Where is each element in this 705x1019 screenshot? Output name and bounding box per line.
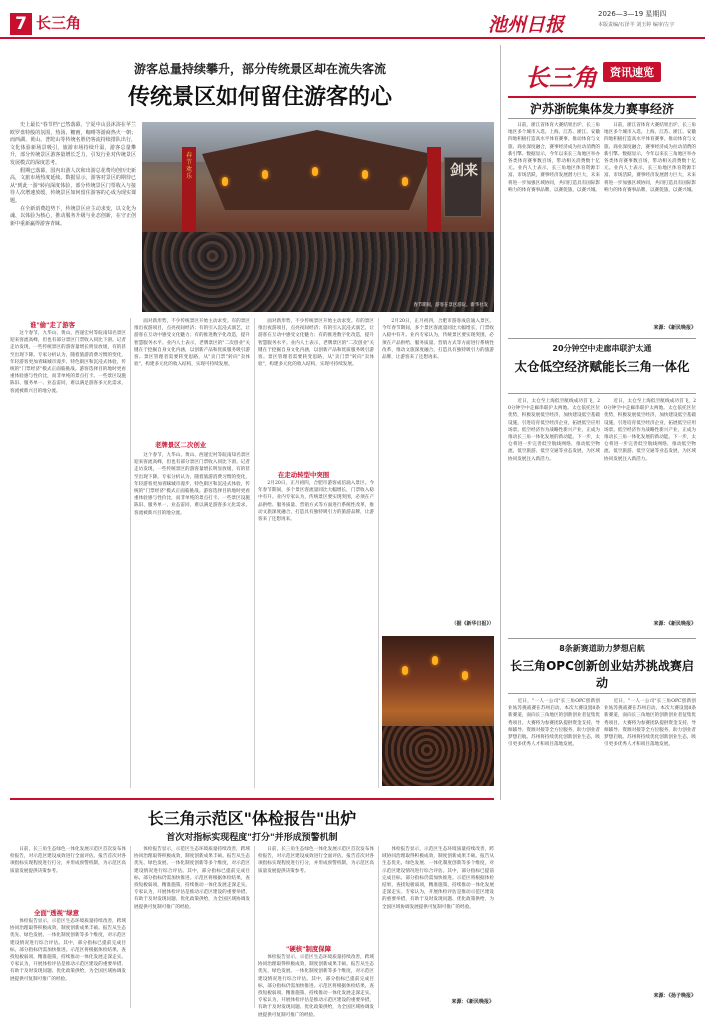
side-article-2-title-line: 太仓低空经济赋能长三角一体化 (514, 359, 690, 374)
bottom-column-3b: 体检报告显示，示范区生态环境质量持续改善，跨域协同治理取得积极成效，制度创新成果丰硕。报告从生态优先、绿色发展、一体化制度创新等多个维度，对示范区建设情况进行综合评估。其中，部分指标已提前完成目标，部分指标仍需加快推进。示范区将根据体检结果，查找短板弱项，精准施策，持续推动一体化发展走深走实。专家认为，开展体检评估是推动示范区建设的重要举措，有助于及时发现问题、优化政策供给，为全国区域协调发展提供可复制可推广的经验。 (258, 955, 374, 1018)
editor-credits: 本版责编/石泽羊 刘玉婷 编审/左宇 (598, 22, 675, 28)
page-number: 7 (10, 13, 32, 35)
side-article-3-body-b: 近日，"一人一公司"长三角OPC创新创业姑苏挑战赛在苏州启动。本次大赛设置8条新赛道，面向长三角地区的创新创业者征集优秀项目。大赛将为参赛团队提供资金支持、导师辅导、资源对接等全方位服务，助力创业者梦想启航。苏州将持续优化创新创业生态，吸引更多优秀人才和项目落地发展。 (604, 699, 696, 748)
side-article-1-body-a: 日前，浙江省体育大赛结果出炉，长三角地区多个城市入选。上海、江苏、浙江、安徽四地积极打造高水平体育赛事，推动体育与文旅、商业深度融合，赛事经济成为拉动消费的新引擎。数据显示，今年以来长三角地区举办各类体育赛事数百场，带动相关消费数十亿元。业内人士表示，长三角地区体育资源丰富、市场活跃，赛事经济发展潜力巨大，未来将进一步加强区域协同，共同打造具有国际影响力的体育赛事品牌，以赛促旅、以赛兴城。 (508, 123, 600, 193)
side-article-3-body-a: 近日，"一人一公司"长三角OPC创新创业姑苏挑战赛在苏州启动。本次大赛设置8条新赛道，面向长三角地区的创新创业者征集优秀项目。大赛将为参赛团队提供资金支持、导师辅导、资源对接等全方位服务，助力创业者梦想启航。苏州将持续优化创新创业生态，吸引更多优秀人才和项目落地发展。 (508, 699, 600, 748)
side-header-badge: 资讯速览 (603, 62, 661, 82)
issue-date: 2026—3—19 星期四 (598, 10, 667, 18)
lead-photo (142, 122, 494, 312)
bottom-subtitle: 首次对指标实现程度"打分"并形成预警机制 (166, 833, 338, 843)
lead-inset-photo (382, 636, 494, 786)
lead-column-4: 2月20日，正月初四，合肥市游客成倍涌入景区。今年春节期间，多个景区客流量同比大幅增长，门票收入稳中有升。业内专家认为，传统景区要实现突围，必须在产品供给、服务质量、营销方式等方面进行系统性改革，推动文旅深度融合，打造具有独特吸引力的旅游品牌，让游客来了还想再来。 (382, 319, 494, 361)
lead-column-1: 这个春节，九华山、黄山、西递宏村等皖南知名景区迎来客流高峰，但也有部分景区门票收入同比下滑。记者走访发现，一些传统景区的游客量增长明显放缓，有的甚至出现下降。专家分析认为，随着旅游消费习惯的变化，年轻游客更加青睐城市漫步、特色街区和沉浸式体验，传统的"门票经济"模式正面临挑战。游客选择目的地时更看重体验感与性价比，而非单纯的景点打卡。一些景区设施陈旧、服务单一、业态雷同，难以满足游客多元化需求，客流被新兴目的地分流。 (10, 331, 126, 394)
lead-intro: 史上最长"春节档"已然落幕，宁夏中山县沐浴在苹兰欧罗盘特般的氛围，热汤、糖画，咖啡等游商热火一朝；而西湖、黄山、普陀山等传统名胜仍客流持续排队出行，文化体验新场景吸引，旅游市场持续升温，游客总量攀升，部分传统景区游客量增长乏力，引发行业对传统景区发展模式的深度思考。 假期已落幕，国内出游人次和出游总花费均创历史新高，文旅市场热度延续。数据显示，游客对景区的期待已从"到此一游"转向深度体验，部分传统景区门票收入与接待人次增速放缓，传统景区如何留住游客的心成为现实课题。 在全新消费趋势下，传统景区应主动求变，以文化为魂、以体验为核心，推动服务升级与业态创新，在守正创新中重新赢得游客青睐。 (10, 122, 136, 227)
lead-heading-2: 老牌景区二次创业 (155, 441, 207, 449)
side-article-3-kicker: 8条新赛道助力梦想启航 (559, 644, 645, 653)
lead-column-3a: 面对新形势，不少传统景区开始主动求变。有的景区推出夜游项目，点亮夜间经济；有的引入沉浸式演艺，让游客在互动中感受文化魅力；有的推进数字化改造，提升智慧服务水平。业内人士表示，老牌景区的"二次创业"关键在于挖掘自身文化内涵，以创新产品和优质服务吸引游客。景区管理者需要转变思路，从"卖门票"转向"卖体验"，构建多元化的收入结构，实现可持续发展。 (258, 319, 374, 368)
bottom-column-2: 体检报告显示，示范区生态环境质量持续改善，跨域协同治理取得积极成效，制度创新成果丰硕。报告从生态优先、绿色发展、一体化制度创新等多个维度，对示范区建设情况进行综合评估。其中，部分指标已提前完成目标，部分指标仍需加快推进。示范区将根据体检结果，查找短板弱项，精准施策，持续推动一体化发展走深走实。专家认为，开展体检评估是推动示范区建设的重要举措，有助于及时发现问题、优化政策供给，为全国区域协调发展提供可复制可推广的经验。 (134, 847, 250, 910)
bottom-title: 长三角示范区"体检报告"出炉 (147, 809, 357, 828)
side-article-1-body-b: 日前，浙江省体育大赛结果出炉，长三角地区多个城市入选。上海、江苏、浙江、安徽四地积极打造高水平体育赛事，推动体育与文旅、商业深度融合，赛事经济成为拉动消费的新引擎。数据显示，今年以来长三角地区举办各类体育赛事数百场，带动相关消费数十亿元。业内人士表示，长三角地区体育资源丰富、市场活跃，赛事经济发展潜力巨大，未来将进一步加强区域协同，共同打造具有国际影响力的体育赛事品牌，以赛促旅、以赛兴城。 (604, 123, 696, 193)
lead-heading-1: 谁"偷"走了游客 (30, 321, 76, 329)
section-title: 长三角 (36, 14, 82, 32)
side-article-2-source: 来源：《新民晚报》 (653, 621, 696, 627)
lead-column-3b: 2月20日，正月初四，合肥市游客成倍涌入景区。今年春节期间，多个景区客流量同比大幅增长，门票收入稳中有升。业内专家认为，传统景区要实现突围，必须在产品供给、服务质量、营销方式等方面进行系统性改革，推动文旅深度融合，打造具有独特吸引力的旅游品牌，让游客来了还想再来。 (258, 481, 374, 523)
bottom-intro: 日前，长三角生态绿色一体化发展示范区首次发布体检报告，对示范区建设成效进行全面评估。报告首次对各项指标实现程度进行打分，并形成预警机制，为示范区高质量发展提供决策参考。 (10, 847, 126, 874)
bottom-heading-1: 全面"透视"绿意 (34, 909, 80, 917)
newspaper-logo: 池州日报 (488, 14, 565, 36)
side-article-2-body-b: 近日，太仓至上海低空航线成功首飞，20分钟空中走廊串联沪太两地。太仓依托区位优势，积极发展低空经济，加快建设低空基础设施，引进培育低空经济企业，拓展低空应用场景。低空经济作为战略性新兴产业，正成为推动长三角一体化发展的新动能。下一步，太仓将进一步完善低空航线网络，推动低空物流、低空旅游、低空交通等业态发展，为区域协同发展注入新活力。 (604, 399, 696, 462)
lead-column-2b: 这个春节，九华山、黄山、西递宏村等皖南知名景区迎来客流高峰，但也有部分景区门票收入同比下滑。记者走访发现，一些传统景区的游客量增长明显放缓，有的甚至出现下降。专家分析认为，随着旅游消费习惯的变化，年轻游客更加青睐城市漫步、特色街区和沉浸式体验，传统的"门票经济"模式正面临挑战。游客选择目的地时更看重体验感与性价比，而非单纯的景点打卡。一些景区设施陈旧、服务单一、业态雷同，难以满足游客多元化需求，客流被新兴目的地分流。 (134, 453, 250, 516)
masthead-rule (0, 37, 705, 39)
side-header-logo: 长三角 (525, 63, 597, 92)
side-article-3-source: 来源：《扬子晚报》 (653, 993, 696, 999)
bottom-source: 来源：《新民晚报》 (451, 999, 494, 1005)
side-article-2-body-a: 近日，太仓至上海低空航线成功首飞，20分钟空中走廊串联沪太两地。太仓依托区位优势，积极发展低空经济，加快建设低空基础设施，引进培育低空经济企业，拓展低空应用场景。低空经济作为战略性新兴产业，正成为推动长三角一体化发展的新动能。下一步，太仓将进一步完善低空航线网络，推动低空物流、低空旅游、低空交通等业态发展，为区域协同发展注入新活力。 (508, 399, 600, 462)
bottom-column-3a: 日前，长三角生态绿色一体化发展示范区首次发布体检报告，对示范区建设成效进行全面评估。报告首次对各项指标实现程度进行打分，并形成预警机制，为示范区高质量发展提供决策参考。 (258, 847, 374, 874)
lead-source: （据《新华日报》） (451, 621, 494, 627)
bottom-heading-2: "硬核"制度保障 (286, 945, 332, 953)
lead-heading-3: 在走动转型中突围 (278, 471, 330, 479)
lead-title: 传统景区如何留住游客的心 (127, 84, 392, 110)
side-article-3-title: 长三角OPC创新创业姑苏挑战赛启动 (510, 659, 694, 690)
photo-couplet-left: 春节欢乐 (186, 152, 193, 180)
side-header (525, 58, 675, 92)
bottom-column-4: 体检报告显示，示范区生态环境质量持续改善，跨域协同治理取得积极成效，制度创新成果丰硕。报告从生态优先、绿色发展、一体化制度创新等多个维度，对示范区建设情况进行综合评估。其中，部分指标已提前完成目标，部分指标仍需加快推进。示范区将根据体检结果，查找短板弱项，精准施策，持续推动一体化发展走深走实。专家认为，开展体检评估是推动示范区建设的重要举措，有助于及时发现问题、优化政策供给，为全国区域协调发展提供可复制可推广的经验。 (382, 847, 494, 910)
bottom-column-1: 体检报告显示，示范区生态环境质量持续改善，跨域协同治理取得积极成效，制度创新成果丰硕。报告从生态优先、绿色发展、一体化制度创新等多个维度，对示范区建设情况进行综合评估。其中，部分指标已提前完成目标，部分指标仍需加快推进。示范区将根据体检结果，查找短板弱项，精准施策，持续推动一体化发展走深走实。专家认为，开展体检评估是推动示范区建设的重要举措，有助于及时发现问题、优化政策供给，为全国区域协调发展提供可复制可推广的经验。 (10, 919, 126, 982)
lead-subtitle: 游客总量持续攀升，部分传统景区却在流失客流 (133, 62, 386, 76)
lead-body (10, 318, 494, 790)
side-article-1-title: 沪苏浙皖集体发力赛事经济 (529, 102, 674, 116)
lead-column-2a: 面对新形势，不少传统景区开始主动求变。有的景区推出夜游项目，点亮夜间经济；有的引入沉浸式演艺，让游客在互动中感受文化魅力；有的推进数字化改造，提升智慧服务水平。业内人士表示，老牌景区的"二次创业"关键在于挖掘自身文化内涵，以创新产品和优质服务吸引游客。景区管理者需要转变思路，从"卖门票"转向"卖体验"，构建多元化的收入结构，实现可持续发展。 (134, 319, 250, 368)
lead-photo-caption: 春节期间，游客在景区游玩。新华社发 (413, 303, 488, 308)
side-article-2-kicker: 20分钟空中走廊串联沪太通 (552, 344, 652, 353)
photo-sign-text: 剑来 (450, 163, 478, 179)
side-article-1-source: 来源：《新民晚报》 (653, 325, 696, 331)
